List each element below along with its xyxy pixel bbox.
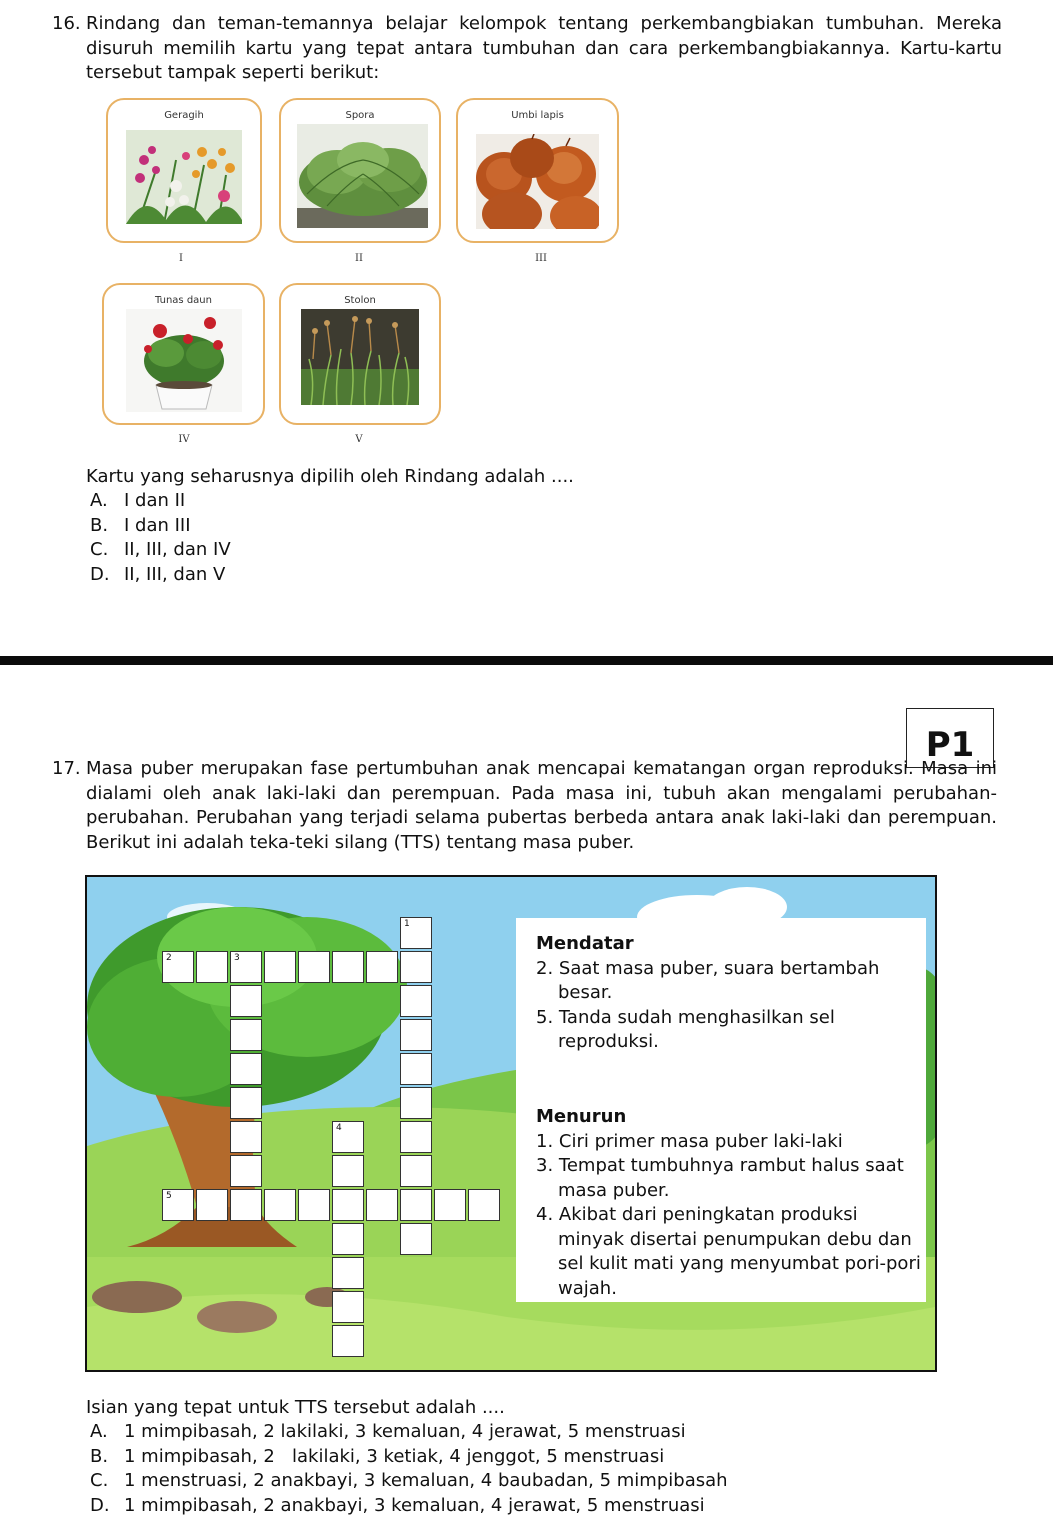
option-letter: B. <box>90 514 124 539</box>
rose-pot-image <box>126 309 242 412</box>
option-c[interactable] <box>90 1469 728 1494</box>
option-letter: C. <box>90 1469 124 1494</box>
down-title: Menurun <box>536 1105 926 1130</box>
option-text: 1 menstruasi, 2 anakbayi, 3 kemaluan, 4 baubadan, 5 mimpibasah <box>124 1470 728 1491</box>
crossword-cell[interactable] <box>162 951 194 983</box>
crossword-cell[interactable] <box>332 1257 364 1289</box>
option-letter: A. <box>90 489 124 514</box>
question-17 <box>52 757 997 855</box>
cell-number: 3 <box>234 953 240 963</box>
question-17-options <box>90 1420 728 1518</box>
option-a[interactable] <box>90 1420 728 1445</box>
card-label: Geragih <box>108 110 260 121</box>
cell-number: 5 <box>166 1191 172 1201</box>
onion-image <box>476 134 599 229</box>
card-geragih <box>106 98 262 243</box>
crossword-cell[interactable] <box>332 1155 364 1187</box>
question-16-options <box>90 489 231 587</box>
grass-image <box>301 309 419 405</box>
card-tunas-daun <box>102 283 265 425</box>
crossword-cell[interactable] <box>230 951 262 983</box>
question-text: Masa puber merupakan fase pertumbuhan anak mencapai kematangan organ reproduksi. Masa ini dialami oleh anak laki-laki dan perempuan. Pada masa ini, tubuh akan mengalami perubahan-perubahan. Perubahan yang terjadi selama pubertas berbeda antara anak laki-laki dan perempuan. Berikut ini adalah teka-teki silang (TTS) tentang masa puber. <box>86 757 997 855</box>
question-number: 16. <box>52 12 86 37</box>
card-stolon <box>279 283 441 425</box>
crossword-cell[interactable] <box>400 1121 432 1153</box>
question-number: 17. <box>52 757 86 782</box>
crossword-cell[interactable] <box>434 1189 466 1221</box>
crossword-cell[interactable] <box>230 985 262 1017</box>
crossword-cell[interactable] <box>400 917 432 949</box>
prompt-text: Kartu yang seharusnya dipilih oleh Rindang adalah .... <box>86 465 752 490</box>
crossword-cell[interactable] <box>400 1053 432 1085</box>
crossword-cell[interactable] <box>264 951 296 983</box>
option-text: II, III, dan V <box>124 564 225 585</box>
question-text: Rindang dan teman-temannya belajar kelompok tentang perkembangbiakan tumbuhan. Mereka disuruh memilih kartu yang tepat antara tumbuhan dan cara perkembangbiakannya. Kartu-kartu tersebut tampak seperti berikut: <box>86 12 1002 86</box>
crossword-cell[interactable] <box>298 1189 330 1221</box>
p1-badge: P1 <box>906 708 994 768</box>
crossword-cell[interactable] <box>230 1189 262 1221</box>
card-label: Tunas daun <box>104 295 263 306</box>
crossword-cell[interactable] <box>196 951 228 983</box>
crossword-cell[interactable] <box>400 1019 432 1051</box>
down-clue-1: 1. Ciri primer masa puber laki-laki <box>536 1130 926 1155</box>
option-text: 1 mimpibasah, 2 lakilaki, 3 ketiak, 4 jenggot, 5 menstruasi <box>124 1446 664 1467</box>
crossword-cell[interactable] <box>196 1189 228 1221</box>
option-letter: C. <box>90 538 124 563</box>
option-text: I dan III <box>124 515 191 536</box>
option-text: 1 mimpibasah, 2 lakilaki, 3 kemaluan, 4 jerawat, 5 menstruasi <box>124 1421 686 1442</box>
crossword-cell[interactable] <box>366 951 398 983</box>
card-label: Spora <box>281 110 439 121</box>
card-number: III <box>521 253 561 264</box>
crossword-cell[interactable] <box>298 951 330 983</box>
crossword-cell[interactable] <box>230 1087 262 1119</box>
clues-across <box>536 932 926 1055</box>
card-spora <box>279 98 441 243</box>
card-label: Umbi lapis <box>458 110 617 121</box>
cell-number: 1 <box>404 919 410 929</box>
crossword-cell[interactable] <box>162 1189 194 1221</box>
crossword-puzzle <box>85 875 937 1372</box>
clues-down <box>536 1105 926 1301</box>
option-b[interactable] <box>90 1445 728 1470</box>
crossword-cell[interactable] <box>366 1189 398 1221</box>
question-16-prompt <box>52 465 752 490</box>
card-number: I <box>161 253 201 264</box>
card-umbi-lapis <box>456 98 619 243</box>
option-d[interactable] <box>90 1494 728 1518</box>
option-c[interactable] <box>90 538 231 563</box>
crossword-cell[interactable] <box>332 1325 364 1357</box>
crossword-cell[interactable] <box>230 1121 262 1153</box>
across-clue-2: 2. Saat masa puber, suara bertambah besar. <box>536 957 926 1006</box>
option-letter: B. <box>90 1445 124 1470</box>
crossword-cell[interactable] <box>400 1189 432 1221</box>
section-divider <box>0 656 1053 665</box>
crossword-cell[interactable] <box>400 985 432 1017</box>
down-clue-3: 3. Tempat tumbuhnya rambut halus saat masa puber. <box>536 1154 926 1203</box>
option-letter: D. <box>90 563 124 588</box>
cell-number: 4 <box>336 1123 342 1133</box>
option-a[interactable] <box>90 489 231 514</box>
card-number: V <box>339 434 379 445</box>
option-b[interactable] <box>90 514 231 539</box>
question-17-prompt <box>52 1396 752 1421</box>
crossword-cell[interactable] <box>230 1053 262 1085</box>
crossword-cell[interactable] <box>230 1155 262 1187</box>
prompt-text: Isian yang tepat untuk TTS tersebut adalah .... <box>86 1396 752 1421</box>
crossword-cell[interactable] <box>230 1019 262 1051</box>
crossword-cell[interactable] <box>400 1223 432 1255</box>
card-number: II <box>339 253 379 264</box>
question-16 <box>52 12 1002 86</box>
crossword-cell[interactable] <box>400 1087 432 1119</box>
option-letter: A. <box>90 1420 124 1445</box>
cell-number: 2 <box>166 953 172 963</box>
crossword-cell[interactable] <box>332 951 364 983</box>
card-label: Stolon <box>281 295 439 306</box>
fern-image <box>297 124 428 228</box>
crossword-cell[interactable] <box>400 1155 432 1187</box>
across-title: Mendatar <box>536 932 926 957</box>
option-text: 1 mimpibasah, 2 anakbayi, 3 kemaluan, 4 jerawat, 5 menstruasi <box>124 1495 705 1516</box>
orchid-image <box>126 130 242 224</box>
crossword-cell[interactable] <box>332 1223 364 1255</box>
option-letter: D. <box>90 1494 124 1518</box>
crossword-cell[interactable] <box>332 1121 364 1153</box>
across-clue-5: 5. Tanda sudah menghasilkan sel reproduksi. <box>536 1006 926 1055</box>
option-text: I dan II <box>124 490 185 511</box>
crossword-cell[interactable] <box>264 1189 296 1221</box>
down-clue-4: 4. Akibat dari peningkatan produksi minyak disertai penumpukan debu dan sel kulit mati yang menyumbat pori-pori wajah. <box>536 1203 926 1301</box>
crossword-cell[interactable] <box>332 1189 364 1221</box>
crossword-cell[interactable] <box>400 951 432 983</box>
option-text: II, III, dan IV <box>124 539 231 560</box>
crossword-cell[interactable] <box>332 1291 364 1323</box>
card-number: IV <box>164 434 204 445</box>
option-d[interactable] <box>90 563 231 588</box>
clue-box <box>516 918 926 1302</box>
crossword-cell[interactable] <box>468 1189 500 1221</box>
